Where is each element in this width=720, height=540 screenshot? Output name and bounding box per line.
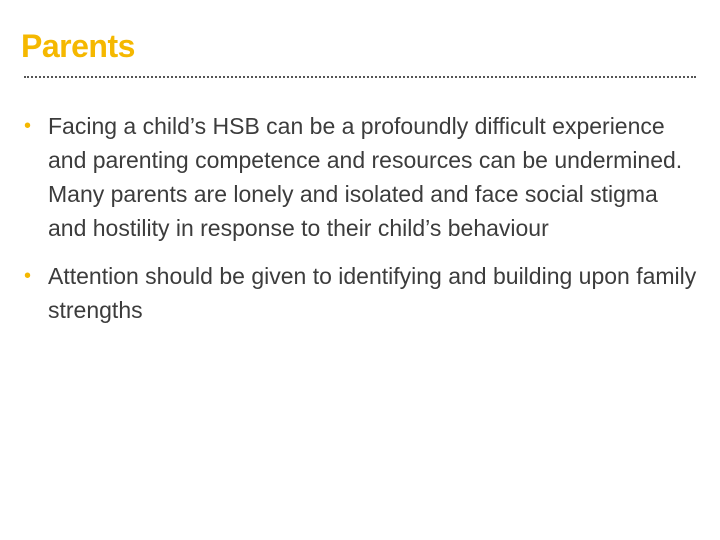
bullet-item xyxy=(22,259,702,327)
bullet-dot-icon: • xyxy=(24,265,32,287)
bullet-item xyxy=(22,109,702,245)
bullet-text: Attention should be given to identifying and building upon family strengths xyxy=(48,263,697,323)
slide-title: Parents xyxy=(21,28,135,64)
bullet-text: Facing a child’s HSB can be a profoundly difficult experience and parenting competence and resources can be undermined. Many parents are lonely and isolated and face social stigma and hostility in response to their child’s behaviour xyxy=(48,113,683,241)
bullet-list xyxy=(22,109,702,327)
bullet-dot-icon: • xyxy=(24,115,32,137)
dotted-divider xyxy=(24,76,696,78)
